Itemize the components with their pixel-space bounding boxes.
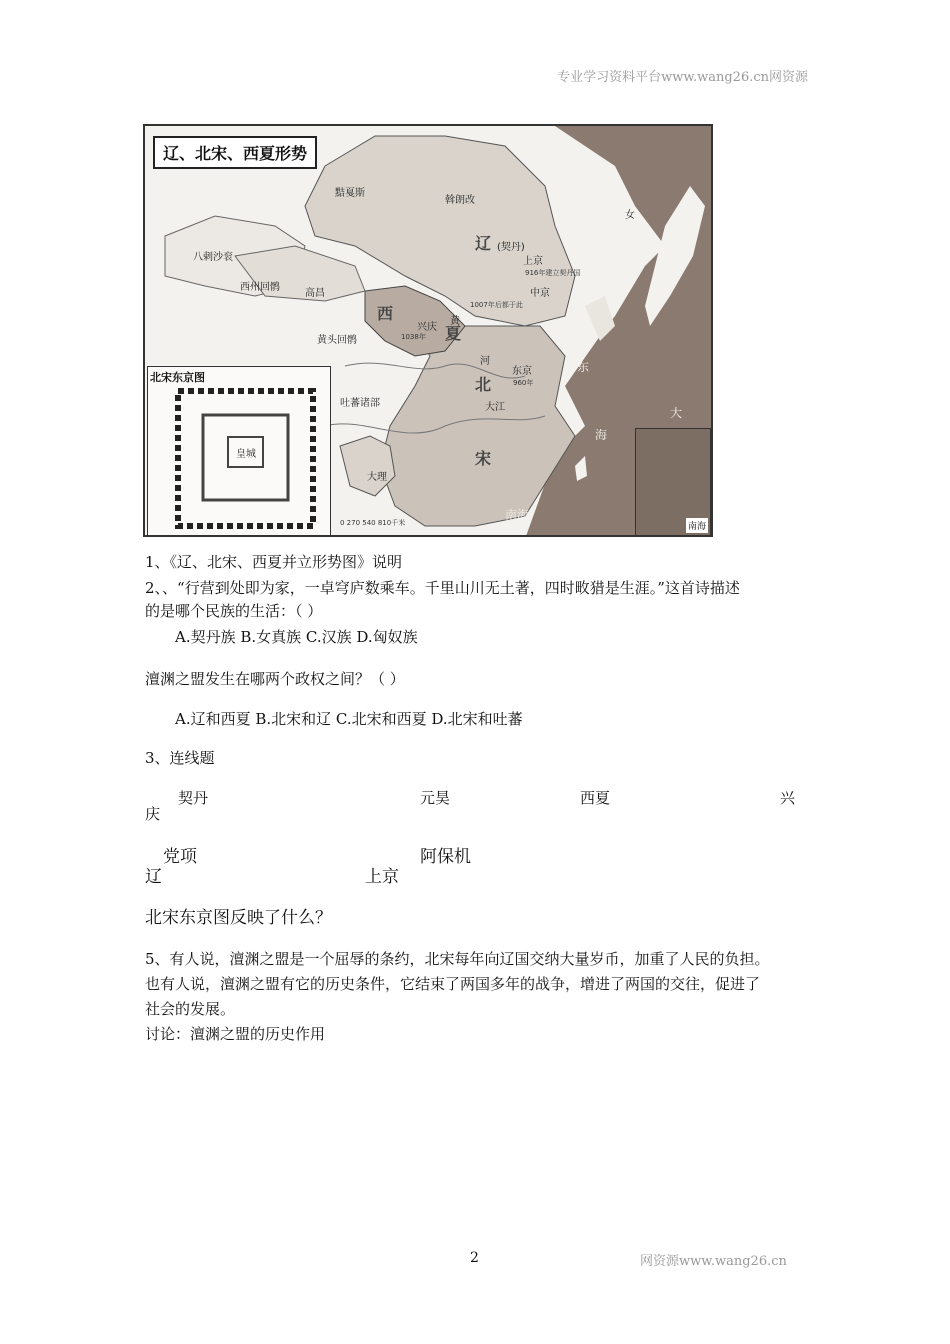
inset-nanhai-map <box>635 428 711 536</box>
label-xizhou: 西州回鹘 <box>240 282 280 293</box>
map-scale: 0 270 540 810千米 <box>340 519 406 527</box>
label-shangjing-note: 916年建立契丹国 <box>525 269 581 277</box>
label-hai: 海 <box>595 428 608 442</box>
label-dongjing-year: 960年 <box>513 379 534 387</box>
inset-dongjing-center: 皇城 <box>236 449 256 460</box>
match-b4: 上京 <box>365 867 399 887</box>
question-5-line2: 也有人说，澶渊之盟有它的历史条件，它结束了两国多年的战争，增进了两国的交往，促进了 <box>145 975 761 993</box>
inset-nanhai-title: 南海 <box>686 518 708 533</box>
match-b2: 阿保机 <box>420 847 471 867</box>
match-a3: 西夏 <box>580 789 611 807</box>
match-a1: 契丹 <box>178 789 209 807</box>
label-xia: 夏 <box>445 324 462 343</box>
question-5-line1: 5、有人说，澶渊之盟是一个屈辱的条约，北宋每年向辽国交纳大量岁币，加重了人民的负担。 <box>145 950 770 968</box>
footer-source: 网资源www.wang26.cn <box>640 1254 787 1269</box>
match-a4b: 庆 <box>145 805 161 823</box>
question-4: 北宋东京图反映了什么？ <box>145 908 332 928</box>
map-title: 辽、北宋、西夏形势 <box>153 136 317 169</box>
map-figure <box>143 124 713 537</box>
match-a2: 元昊 <box>420 789 451 807</box>
label-gaochang: 高昌 <box>305 288 325 299</box>
question-2b-options: A.辽和西夏 B.北宋和辽 C.北宋和西夏 D.北宋和吐蕃 <box>175 710 523 728</box>
question-2-line2: 的是哪个民族的生活：（ ） <box>145 602 323 620</box>
label-qidan: (契丹) <box>497 242 525 253</box>
label-nanhai-sea: 南海 <box>505 508 530 522</box>
label-dajiang: 大江 <box>485 402 505 413</box>
label-basha: 八剌沙衮 <box>193 252 233 263</box>
label-qianjing-note: 1007年后都于此 <box>470 301 523 309</box>
match-a4: 兴 <box>780 789 796 807</box>
label-xingqing-year: 1038年 <box>401 333 426 341</box>
inset-dongjing-map <box>147 366 331 536</box>
label-dong: 东 <box>577 360 590 374</box>
question-5-line3: 社会的发展。 <box>145 1000 236 1018</box>
label-zhongjing: 中京 <box>530 288 550 299</box>
question-3: 3、连线题 <box>145 749 215 767</box>
label-dongjing: 东京 <box>512 366 532 377</box>
question-2b: 澶渊之盟发生在哪两个政权之间？（ ） <box>145 670 405 688</box>
label-he: 河 <box>480 356 490 367</box>
label-nianjia: 黠戛斯 <box>335 188 365 199</box>
label-dali: 大理 <box>367 472 387 483</box>
page-header: 专业学习资料平台www.wang26.cn网资源 <box>557 70 808 85</box>
question-5-discuss: 讨论：澶渊之盟的历史作用 <box>145 1025 326 1043</box>
label-huang: 黄 <box>450 316 460 327</box>
label-xingqing: 兴庆 <box>417 322 437 333</box>
match-b3: 辽 <box>145 867 162 887</box>
inset-dongjing-title: 北宋东京图 <box>150 371 205 384</box>
question-2-options: A.契丹族 B.女真族 C.汉族 D.匈奴族 <box>175 628 418 646</box>
label-woli: 斡朗改 <box>445 195 475 206</box>
label-song: 宋 <box>475 449 492 468</box>
question-2-line1: 2、、“行营到处即为家，一卓穹庐数乘车。千里山川无土著，四时畋猎是生涯。”这首诗描述 <box>145 579 740 597</box>
label-xi: 西 <box>377 304 394 323</box>
question-1: 1、《辽、北宋、西夏并立形势图》说明 <box>145 553 403 571</box>
label-da: 大 <box>670 406 683 420</box>
label-nv: 女 <box>625 210 635 221</box>
label-bei: 北 <box>475 375 492 394</box>
match-b1: 党项 <box>163 847 197 867</box>
label-tubo: 吐蕃诸部 <box>340 398 380 409</box>
page-number: 2 <box>470 1250 479 1266</box>
label-liao: 辽 <box>475 234 492 253</box>
label-huangtou: 黄头回鹘 <box>317 335 357 346</box>
label-shangjing: 上京 <box>523 256 543 267</box>
